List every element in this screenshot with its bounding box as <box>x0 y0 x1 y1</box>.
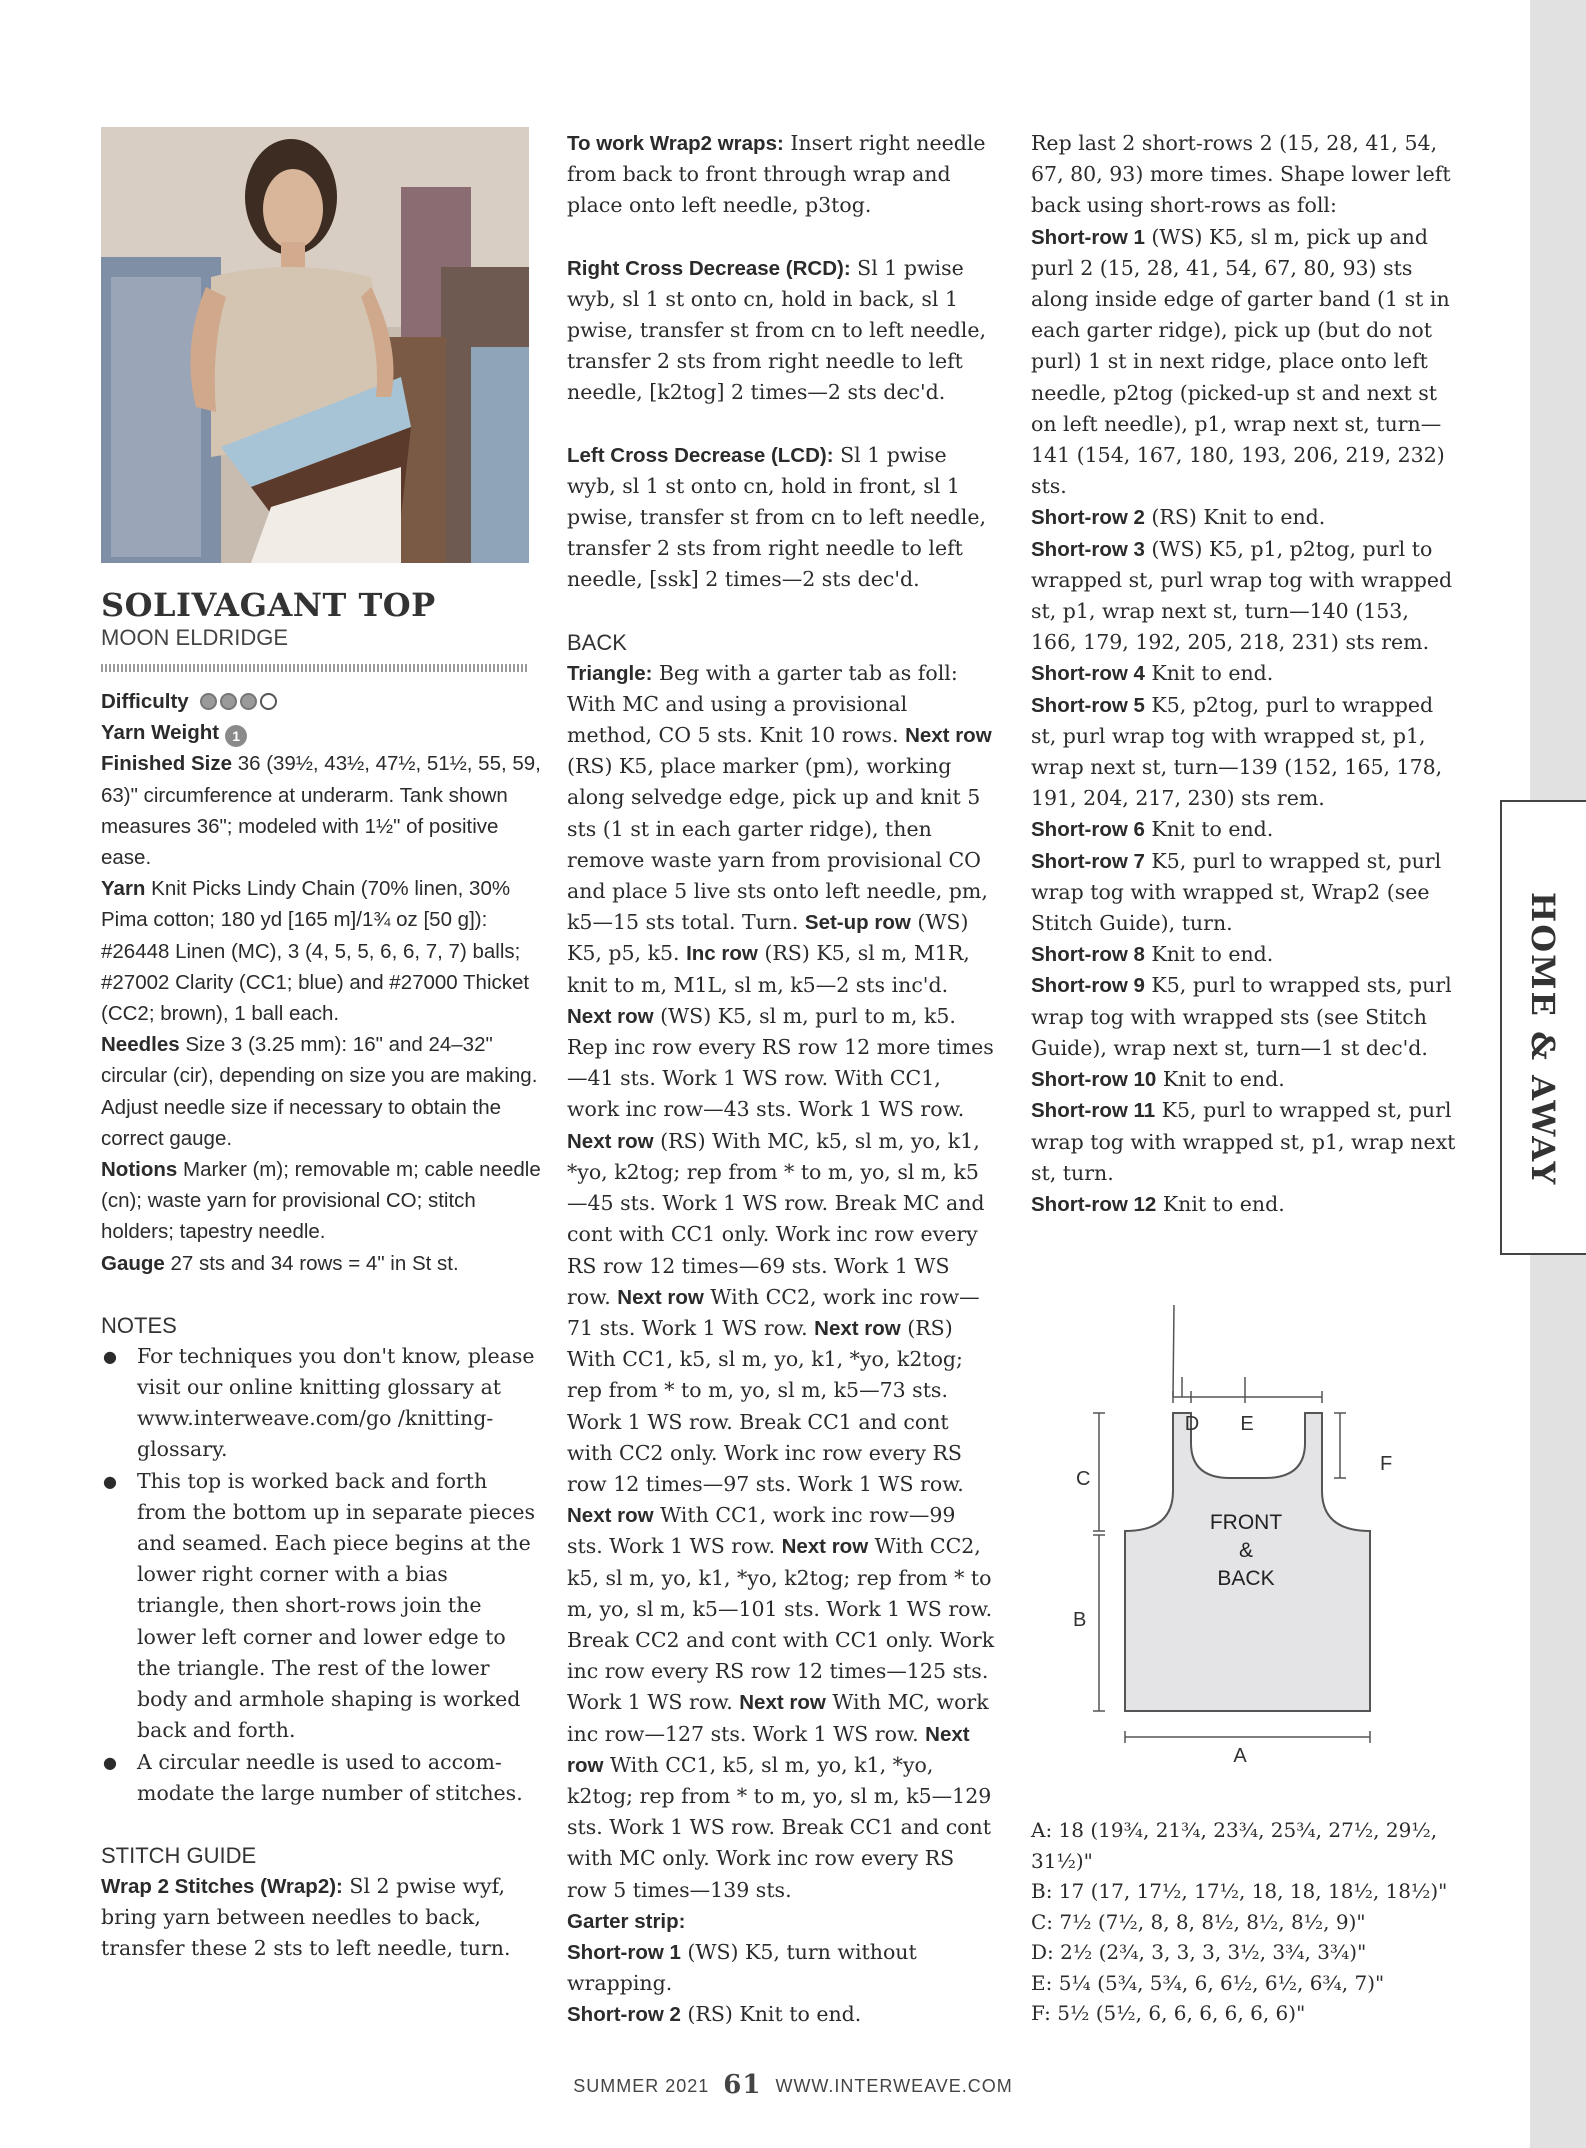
step-label: Short-row 7 <box>1031 849 1145 873</box>
step-text: (RS) With CC1, k5, sl m, yo, k1, *yo, k2tog; rep from * to m, yo, sl m, k5—73 sts. Work 1 WS row. Break CC1 and cont with CC2 only. Work inc row every RS row 12 times—97 sts. Work 1 WS row. <box>567 1315 964 1496</box>
lcd-label: Left Cross Decrease (LCD): <box>567 443 834 467</box>
measurement-e: E: 5¼ (5¾, 5¾, 6, 6½, 6½, 6¾, 7)" <box>1031 1970 1385 1995</box>
instruction-step <box>1031 1095 1461 1189</box>
instruction-step <box>567 661 958 747</box>
page-footer <box>0 2070 1586 2100</box>
instruction-step <box>567 723 992 934</box>
lcd-definition <box>567 440 997 596</box>
step-label: Short-row 2 <box>567 2003 681 2027</box>
step-label: Set-up row <box>804 911 911 935</box>
needles-label: Needles <box>101 1033 180 1057</box>
measurement-c: C: 7½ (7½, 8, 8, 8½, 8½, 8½, 9)" <box>1031 1909 1366 1934</box>
measurement-list <box>1031 1815 1491 2029</box>
instruction-step <box>1031 534 1461 659</box>
step-label: Next row <box>567 1004 654 1028</box>
yarn-weight-row <box>101 717 541 748</box>
lower-left-short-rows <box>1031 222 1461 1221</box>
step-text: Knit to end. <box>1156 1191 1285 1216</box>
step-text: (WS) K5, sl m, pick up and purl 2 (15, 28, 41, 54, 67, 80, 93) sts along inside edge of garter band (1 st in each garter ridge), pick up (but do not purl) 1 st in next ridge, place onto left needle, p2tog (picked-up st and next st on left needle), p1, wrap next st, turn—141 (154, 167, 180, 193, 206, 219, 232) sts. <box>1031 224 1450 499</box>
step-text: With CC1, k5, sl m, yo, k1, *yo, k2tog; rep from * to m, yo, sl m, k5—129 sts. Work 1 WS row. Break CC1 and cont with MC only. Work inc row every RS row 5 times—139 sts. <box>567 1752 992 1902</box>
gauge-spec <box>101 1248 541 1279</box>
label-a: A <box>1233 1745 1247 1767</box>
triangle-instructions <box>567 658 997 1906</box>
column-1 <box>101 586 541 1965</box>
step-label: Short-row 5 <box>1031 693 1145 717</box>
step-label: Next row <box>905 724 992 748</box>
instruction-step <box>1031 658 1461 689</box>
measurement-f: F: 5½ (5½, 6, 6, 6, 6, 6, 6)" <box>1031 2001 1306 2025</box>
instruction-step <box>1031 814 1461 845</box>
step-label: Short-row 3 <box>1031 537 1145 561</box>
instruction-step <box>1031 690 1461 815</box>
step-label: Next row <box>567 1722 970 1777</box>
step-label: Short-row 8 <box>1031 943 1145 967</box>
step-label: Next row <box>781 1535 869 1559</box>
body-label-front: FRONT <box>1209 1511 1283 1534</box>
measurement-a: A: 18 (19¾, 21¾, 23¾, 25¾, 27½, 29½, 31½)" <box>1031 1818 1438 1873</box>
instruction-step <box>567 1999 997 2030</box>
step-text: Beg with a garter tab as foll: With MC and using a provisional method, CO 5 sts. Knit 10 rows. <box>567 660 958 748</box>
step-text: (RS) K5, sl m, M1R, knit to m, M1L, sl m, k5—2 sts inc'd. <box>567 941 970 997</box>
step-label: Next row <box>739 1691 826 1715</box>
label-e: E <box>1240 1413 1254 1435</box>
step-label: Short-row 9 <box>1031 974 1145 998</box>
footer-website: WWW.INTERWEAVE.COM <box>775 2076 1013 2096</box>
yarn-weight-icon: 1 <box>225 725 247 747</box>
instruction-step <box>567 1722 991 1902</box>
rcd-definition <box>567 253 997 409</box>
work-wrap2-definition <box>567 128 997 222</box>
step-text: Knit to end. <box>1144 661 1274 686</box>
step-text: K5, purl to wrapped sts, purl wrap tog with wrapped sts (see Stitch Guide), wrap next st, turn—1 st dec'd. <box>1031 973 1452 1060</box>
instruction-step <box>1031 1189 1461 1220</box>
model-photo-illustration <box>101 127 529 563</box>
yarn-text: Knit Picks Lindy Chain (70% linen, 30% Pima cotton; 180 yd [165 m]/1¾ oz [50 g]): #26448 Linen (MC), 3 (4, 5, 5, 6, 6, 7, 7) balls; #27002 Clarity (CC1; blue) and #27000 Thicket (CC2; brown), 1 ball each. <box>101 877 530 1026</box>
note-item: ● A circular needle is used to accom-modate the large number of stitches. <box>101 1747 541 1809</box>
measurement-d: D: 2½ (2¾, 3, 3, 3, 3½, 3¾, 3¾)" <box>1031 1940 1367 1964</box>
measurement-b: B: 17 (17, 17½, 17½, 18, 18, 18½, 18½)" <box>1031 1879 1448 1903</box>
rcd-label: Right Cross Decrease (RCD): <box>567 256 851 280</box>
garment-body <box>1125 1413 1370 1711</box>
model-photo <box>101 127 529 563</box>
gauge-text: 27 sts and 34 rows = 4" in St st. <box>164 1251 459 1275</box>
difficulty-label: Difficulty <box>101 690 189 713</box>
step-label: Next row <box>814 1316 901 1340</box>
difficulty-row <box>101 686 541 717</box>
instruction-step <box>567 1129 985 1309</box>
wrap2-label: Wrap 2 Stitches (Wrap2): <box>101 1874 343 1898</box>
step-label: Short-row 4 <box>1031 662 1145 686</box>
step-text: (RS) Knit to end. <box>1144 505 1326 530</box>
step-label: Triangle: <box>567 661 653 685</box>
yarn-weight-label: Yarn Weight <box>101 721 220 745</box>
instruction-step <box>1031 1064 1461 1095</box>
column-2 <box>567 128 997 2031</box>
rcd-text: Sl 1 pwise wyb, sl 1 st onto cn, hold in back, sl 1 pwise, transfer st from cn to left needle, transfer 2 sts from right needle to left needle, [k2tog] 2 times—2 sts dec'd. <box>567 255 987 405</box>
label-c: C <box>1076 1468 1091 1490</box>
instruction-step <box>1031 502 1461 533</box>
step-text: (WS) K5, sl m, purl to m, k5. Rep inc row every RS row 12 more times—41 sts. Work 1 WS row. With CC1, work inc row—43 sts. Work 1 WS row. <box>567 1003 994 1122</box>
pattern-title: SOLIVAGANT TOP <box>101 586 436 624</box>
footer-issue: SUMMER 2021 <box>573 2076 710 2096</box>
step-label: Short-row 6 <box>1031 818 1145 842</box>
step-text: K5, purl to wrapped st, purl wrap tog with wrapped st, Wrap2 (see Stitch Guide), turn. <box>1031 848 1442 936</box>
back-heading: BACK <box>567 629 627 655</box>
needles-spec <box>101 1029 541 1154</box>
lcd-text: Sl 1 pwise wyb, sl 1 st onto cn, hold in front, sl 1 pwise, transfer st from cn to left needle, transfer 2 sts from right needle to left needle, [ssk] 2 times—2 sts dec'd. <box>567 442 987 592</box>
note-item: ● For techniques you don't know, please visit our online knitting glossary at www.interweave.com/go /knitting-glossary. <box>101 1341 541 1466</box>
step-text: K5, p2tog, purl to wrapped st, purl wrap tog with wrapped st, p1, wrap next st, turn—139 (152, 165, 178, 191, 204, 217, 230) sts rem. <box>1031 692 1443 811</box>
difficulty-dot-filled <box>220 693 237 710</box>
step-text: (RS) Knit to end. <box>680 2002 862 2027</box>
step-text: (WS) K5, p1, p2tog, purl to wrapped st, purl wrap tog with wrapped st, p1, wrap next st, turn—140 (153, 166, 179, 192, 205, 218, 231) sts rem. <box>1031 536 1453 655</box>
yarn-label: Yarn <box>101 877 146 901</box>
body-label-back: BACK <box>1217 1567 1275 1590</box>
work-wrap2-label: To work Wrap2 wraps: <box>567 132 784 155</box>
instruction-step <box>1031 846 1461 940</box>
step-text: Knit to end. <box>1144 817 1274 842</box>
garter-short-rows <box>567 1937 997 2031</box>
instruction-step <box>567 1004 994 1122</box>
instruction-step <box>567 1534 994 1714</box>
step-text: (WS) K5, turn without wrapping. <box>567 1939 917 1996</box>
needles-text: Size 3 (3.25 mm): 16" and 24–32" circular (cir), depending on size you are making. Adjust needle size if necessary to obtain the correct gauge. <box>101 1033 538 1150</box>
step-label: Next row <box>567 1129 654 1153</box>
step-text: (RS) K5, place marker (pm), working along selvedge edge, pick up and knit 5 sts (1 st in each garter ridge), then remove waste yarn from provisional CO and place 5 live sts onto left needle, pm, k5—15 sts total. Turn. <box>567 754 988 935</box>
instruction-step <box>1031 970 1461 1064</box>
title-divider <box>101 664 528 672</box>
notes-heading: NOTES <box>101 1312 177 1338</box>
step-text: Knit to end. <box>1156 1067 1285 1092</box>
column-3 <box>1031 128 1461 1220</box>
instruction-step <box>567 1316 964 1496</box>
gauge-label: Gauge <box>101 1251 165 1275</box>
step-text: With CC1, work inc row—99 sts. Work 1 WS row. <box>567 1503 956 1559</box>
instruction-step <box>567 1937 997 1999</box>
wrap2-definition <box>101 1871 541 1965</box>
section-tab-label: HOME & AWAY <box>1524 892 1562 1187</box>
section-tab <box>1500 800 1586 1255</box>
step-text: K5, purl to wrapped st, purl wrap tog with wrapped st, p1, wrap next st, turn. <box>1031 1098 1456 1185</box>
schematic-diagram <box>1040 1305 1440 1790</box>
notions-spec <box>101 1154 541 1248</box>
stitch-guide-heading: STITCH GUIDE <box>101 1842 257 1868</box>
step-label: Short-row 11 <box>1031 1099 1156 1123</box>
yarn-spec <box>101 873 541 1029</box>
body-label-amp: & <box>1238 1539 1254 1562</box>
step-label: Next row <box>617 1285 704 1309</box>
step-label: Short-row 1 <box>1031 225 1145 249</box>
wrap2-text: Sl 2 pwise wyf, bring yarn between needles to back, transfer these 2 sts to left needle, turn. <box>101 1873 511 1961</box>
work-wrap2-text: Insert right needle from back to front through wrap and place onto left needle, p3tog. <box>567 131 986 218</box>
difficulty-dot-filled <box>200 693 217 710</box>
step-label: Inc row <box>686 942 758 966</box>
designer-name: MOON ELDRIDGE <box>101 625 289 650</box>
difficulty-dot-filled <box>240 693 257 710</box>
label-b: B <box>1073 1609 1087 1631</box>
notes-list <box>101 1341 541 1809</box>
finished-size-label: Finished Size <box>101 752 232 776</box>
step-label: Next row <box>567 1504 654 1528</box>
step-text: (WS) K5, p5, k5. <box>567 910 969 966</box>
step-text: With CC2, k5, sl m, yo, k1, *yo, k2tog; rep from * to m, yo, sl m, k5—101 sts. Work 1 WS row. Break CC2 and cont with CC1 only. Work inc row every RS row 12 times—125 sts. Work 1 WS row. <box>567 1534 995 1715</box>
note-item: ● This top is worked back and forth from the bottom up in separate pieces and seamed. Each piece begins at the lower right corner with a bias triangle, then short-rows join the lower left corner and lower edge to the triangle. The rest of the lower body and armhole shaping is worked back and forth. <box>101 1466 541 1747</box>
notions-label: Notions <box>101 1158 178 1182</box>
step-label: Short-row 10 <box>1031 1068 1157 1092</box>
repeat-instruction: Rep last 2 short-rows 2 (15, 28, 41, 54, 67, 80, 93) more times. Shape lower left back using short-rows as foll: <box>1031 131 1451 218</box>
step-label: Short-row 1 <box>567 1940 681 1964</box>
label-d: D <box>1184 1413 1200 1435</box>
step-text: With MC, work inc row—127 sts. Work 1 WS row. <box>567 1690 989 1746</box>
finished-size-text: 36 (39½, 43½, 47½, 51½, 55, 59, 63)" circumference at underarm. Tank shown measures 36"; modeled with 1½" of positive ease. <box>101 752 541 870</box>
step-label: Short-row 12 <box>1031 1192 1157 1216</box>
notions-text: Marker (m); removable m; cable needle (cn); waste yarn for provisional CO; stitch holders; tapestry needle. <box>101 1158 541 1244</box>
step-text: Knit to end. <box>1144 942 1274 967</box>
step-label: Short-row 2 <box>1031 506 1145 530</box>
step-text: With CC2, work inc row—71 sts. Work 1 WS row. <box>567 1284 980 1340</box>
schematic-svg <box>1040 1305 1440 1790</box>
instruction-step <box>1031 222 1461 503</box>
step-text: (RS) With MC, k5, sl m, yo, k1, *yo, k2tog; rep from * to m, yo, sl m, k5—45 sts. Work 1 WS row. Break MC and cont with CC1 only. Work inc row every RS row 12 times—69 sts. Work 1 WS row. <box>567 1128 985 1309</box>
label-f: F <box>1380 1453 1393 1475</box>
garter-strip-label: Garter strip: <box>567 1909 686 1933</box>
difficulty-dot-empty <box>260 693 277 710</box>
instruction-step <box>1031 939 1461 970</box>
garter-strip-heading <box>567 1906 997 1937</box>
finished-size <box>101 748 541 873</box>
difficulty-rating <box>200 690 280 713</box>
page-number: 61 <box>723 2070 762 2100</box>
